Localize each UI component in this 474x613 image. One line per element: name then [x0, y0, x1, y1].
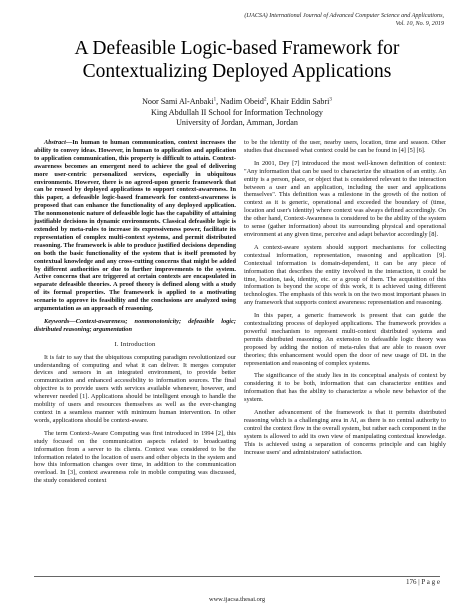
author-separator: , — [216, 97, 221, 106]
body-paragraph: The significance of the study lies in its conceptual analysis of context by considering it to be both, information that can characterize entities and information that has the ability to characterize a whole new behavior of the system. — [244, 372, 446, 404]
author-names — [40, 97, 434, 108]
body-paragraph: to be the identity of the user, nearby users, location, time and season. Other studies that discussed what context could be can be found in [4] [5] [6]. — [244, 139, 446, 154]
left-column — [34, 139, 236, 490]
author-block — [40, 97, 434, 129]
running-header — [144, 13, 444, 28]
author-name: Khair Eddin Sabri — [270, 97, 330, 106]
abstract — [34, 139, 236, 313]
author-affiliation-mark: 2 — [263, 97, 267, 103]
journal-name: (IJACSA) International Journal of Advanced Computer Science and Applications, — [244, 13, 444, 19]
journal-url[interactable]: www.ijacsa.thesai.org — [208, 596, 266, 603]
abstract-label: Abstract — [44, 139, 66, 146]
keywords — [34, 318, 236, 334]
author-separator: , — [266, 97, 271, 106]
body-paragraph: Another advancement of the framework is that it permits distributed reasoning which is a challenging area in AI, as there is no central authority to control the context flow in the overall system, but rather each component in the system is allowed to add its own view of manipulating contextual knowledge. This is achieved using a separation of concerns principle and can highly increase users' and administrators' satisfaction. — [244, 409, 446, 456]
title-line-1: A Defeasible Logic-based Framework for — [74, 38, 400, 59]
right-column — [244, 139, 446, 462]
author-university: University of Jordan, Amman, Jordan — [176, 118, 298, 127]
body-paragraph: The term Context-Aware Computing was first introduced in 1994 [2], this study focused on the communication aspects related to broadcasting information from a server to its clients. Context was considered to be the information related to the location of users and other objects in the system and how this information changes over time, in addition to the communication overload. In [3], context awareness role in mobile computing was discussed, the study considered context — [34, 429, 236, 485]
keywords-label: Keywords— — [44, 317, 76, 325]
journal-volume: Vol. 10, No. 9, 2019 — [395, 20, 444, 27]
author-name: Noor Sami Al-Anbaki — [142, 97, 214, 106]
title-line-2: Contextualizing Deployed Applications — [82, 60, 392, 82]
body-paragraph: A context-aware system should support mechanisms for collecting contextual information, representation, reasoning and application [9]. Contextual information is domain-dependent, it can be any piece of information that describes the entity involved in the interaction, it could be time, location, task, identity, etc. or a group of them. The acquisition of this information is beyond the scope of this work, it is achieved using different technologies. The emphasis of this work is on the two most important phases in any framework that supports context awareness: representation and reasoning. — [244, 243, 446, 307]
page-number: 176 | P a g e — [406, 578, 440, 586]
body-paragraph: In this paper, a generic framework is present that can guide the contextualizing process of deployed applications. The framework provides a powerful mechanism to represent multi-context distributed systems and permits distributed reasoning. An extension to defeasible logic theory was proposed by adding the notion of meta-rules that are able to reason over theories; this enhancement would open the door of new usage of DL in the representation and reasoning of complex systems. — [244, 312, 446, 367]
footer-divider — [34, 576, 440, 577]
author-affiliation-mark: 3 — [329, 97, 332, 103]
author-affiliation: King Abdullah II School for Information Technology — [151, 107, 323, 117]
body-paragraph: It is fair to say that the ubiquitous computing paradigm revolutionized our understanding of computing and what it can deliver. It merges computer devices and sensors in an integrated environment, to provide better communication and enhanced accessibility to information sources. The final objective is to provide users with services available whenever, however, and wherever needed [1]. Applications should be intelligent enough to handle the mobility of users and resources themselves as well as the ever-changing context in a seamless manner with minimum human intervention. In other words, applications should be context-aware. — [34, 353, 236, 424]
section-heading-introduction: I. Introduction — [114, 340, 156, 348]
paper-title — [40, 38, 434, 83]
abstract-text: —In human to human communication, context increases the ability to convey ideas. However, in human to application and application to application communication, this property is difficult to attain. Context-awareness becomes an emergent need to achieve the goal of delivering more user-centric personalized services, especially in ubiquitous environments. However, there is no agreed-upon generic framework that can be reused by deployed applications to support context-awareness. In this paper, a defeasible logic-based framework for context-awareness is proposed that can enhance the functionality of any deployed application. The nonmonotonic nature of defeasible logic has the capability of attaining justifiable decisions in dynamic environments. Classical defeasible logic is extended by meta-rules to increase its expressiveness power, facilitate its representation of complex multi-context systems, and permit distributed reasoning. The framework is able to produce justified decisions depending on both the basic functionality of the system that is itself promoted by contextual knowledge and any cross-cutting concerns that might be added by different authorities or due to further improvements to the system. Active concerns that are triggered at certain contexts are encapsulated in separate defeasible theories. A proof theory is defined along with a study of its formal properties. The framework is applied to a motivating scenario to approve its feasibility and the conclusions are analyzed using argumentation as an approach of reasoning. — [34, 139, 236, 313]
keywords-text: Context-awareness; nonmonotonicity; defeasible logic; distributed reasoning; argumentation — [34, 317, 236, 333]
author-name: Nadim Obeid — [220, 97, 264, 106]
body-paragraph: In 2001, Dey [7] introduced the most well-known definition of context: "Any information that can be used to characterize the situation of an entity. An entity is a person, place, or object that is considered relevant to the interaction between a user and an application, including the user and applications themselves". This definition was a milestone in the growth of the notion of context as it is generic, operational and exceeded the boundary of (time, location and user's identity) where context was always defined accordingly. On the other hand, Context-Awareness is considered to be the ability of the system to sense (gather information) about its surrounding physical and operational environment at any given time, perceive and adapt behavior accordingly [8]. — [244, 159, 446, 238]
author-affiliation-mark: 1 — [213, 97, 217, 103]
